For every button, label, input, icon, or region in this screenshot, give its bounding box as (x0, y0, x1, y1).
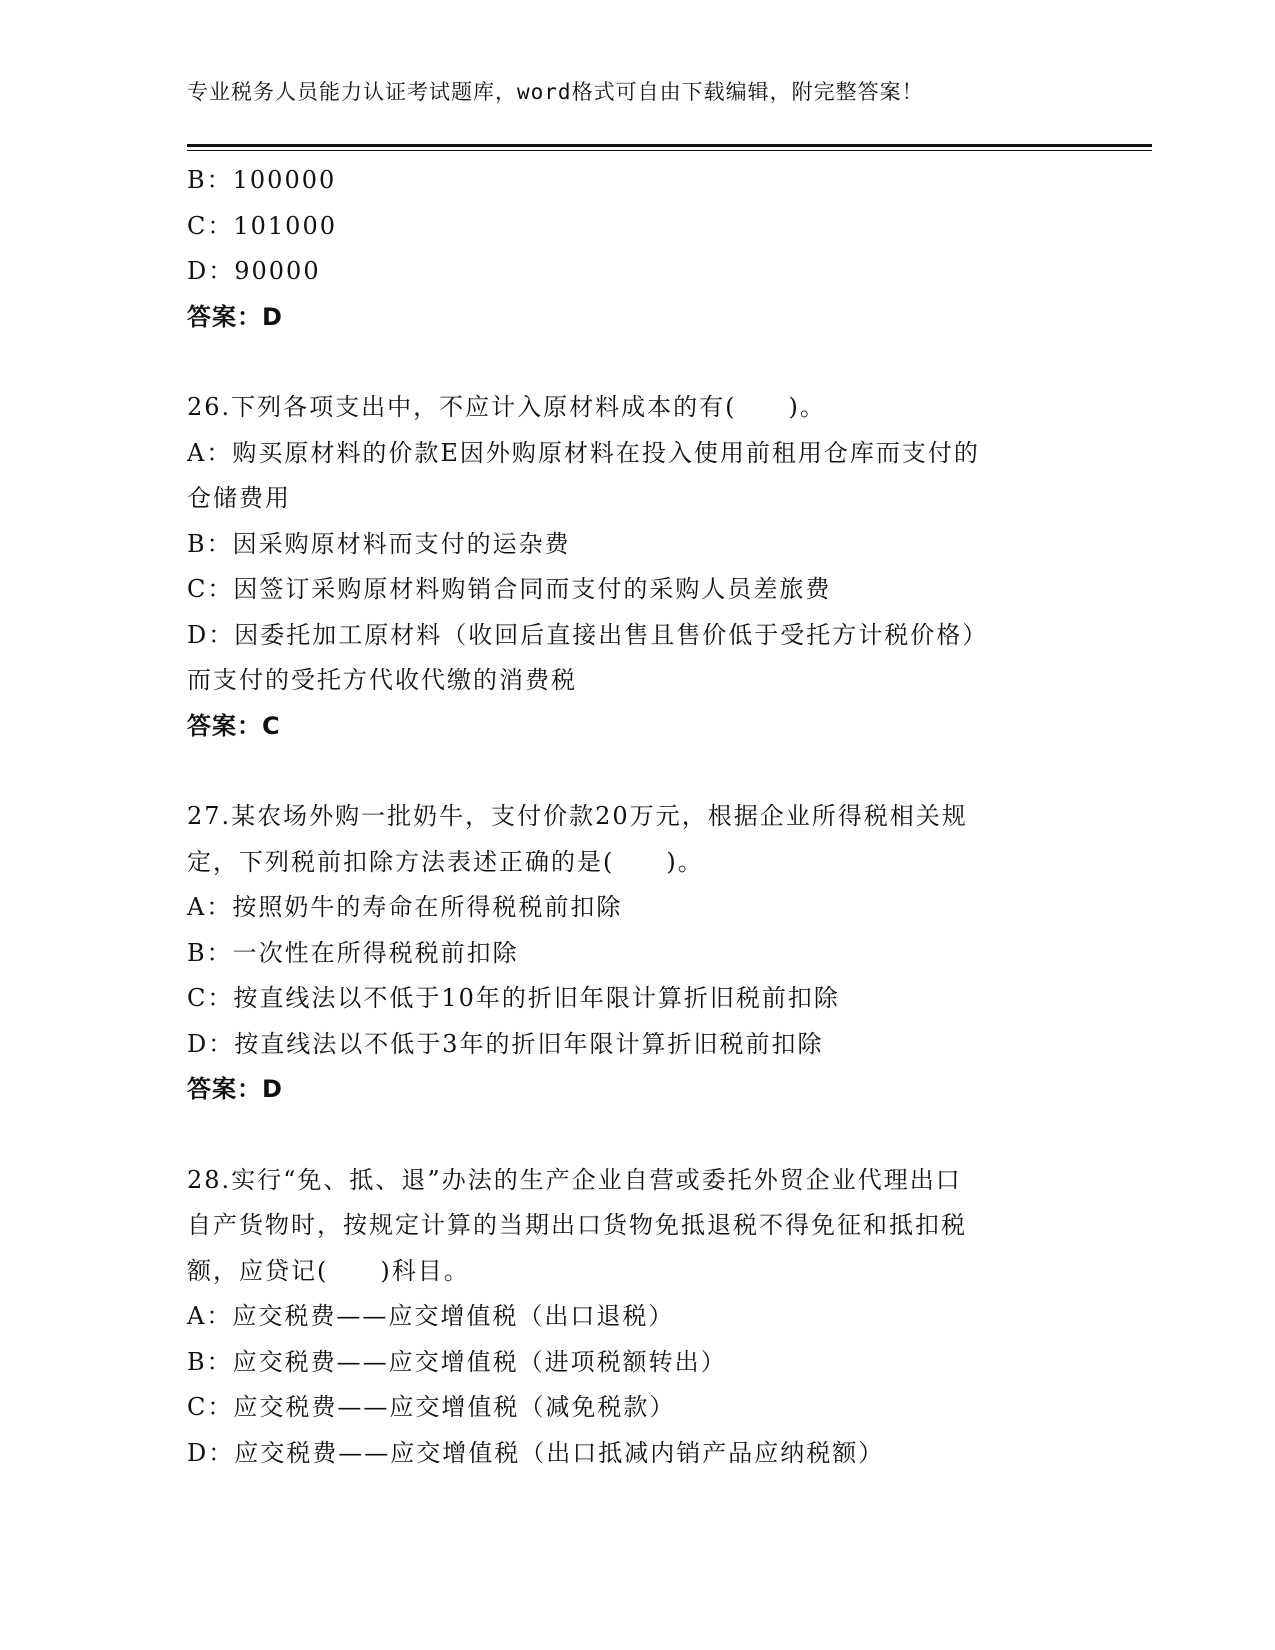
header-rule-thick (187, 144, 1152, 147)
option-d: D：因委托加工原材料（收回后直接出售且售价低于受托方计税价格） (187, 620, 989, 649)
option-a: A：购买原材料的价款E因外购原材料在投入使用前租用仓库而支付的 (187, 438, 980, 467)
question-gap (187, 1113, 1087, 1158)
answer-line: 答案：C (187, 711, 281, 740)
question-stem: 28.实行“免、抵、退”办法的生产企业自营或委托外贸企业代理出口 (187, 1165, 962, 1194)
question-stem: 27.某农场外购一批奶牛，支付价款20万元，根据企业所得税相关规 (187, 802, 968, 830)
option-c: C：101000 (187, 211, 337, 240)
question-gap (187, 340, 1087, 385)
question-26 (187, 385, 1087, 749)
page-header: 专业税务人员能力认证考试题库，word格式可自由下载编辑，附完整答案！ (187, 80, 924, 104)
question-content (187, 158, 1087, 1476)
option-b: B：100000 (187, 166, 337, 194)
question-25-tail (187, 158, 1087, 340)
header-rule-thin (187, 150, 1152, 151)
option-d: D：90000 (187, 257, 321, 285)
option-c: C：应交税费——应交增值税（减免税款） (187, 1393, 676, 1421)
option-b: B：一次性在所得税税前扣除 (187, 938, 519, 967)
question-28 (187, 1158, 1087, 1477)
question-gap (187, 749, 1087, 794)
option-d: D：应交税费——应交增值税（出口抵减内销产品应纳税额） (187, 1438, 885, 1467)
answer-line: 答案：D (187, 1075, 283, 1103)
option-c: C：按直线法以不低于10年的折旧年限计算折旧税前扣除 (187, 984, 840, 1012)
question-stem-continued: 自产货物时，按规定计算的当期出口货物免抵退税不得免征和抵扣税 (187, 1211, 967, 1239)
answer-line: 答案：D (187, 302, 283, 331)
option-a: A：应交税费——应交增值税（出口退税） (187, 1302, 675, 1330)
question-stem: 26.下列各项支出中，不应计入原材料成本的有( )。 (187, 393, 826, 421)
question-stem-continued: 定，下列税前扣除方法表述正确的是( )。 (187, 847, 704, 876)
option-d-continued: 而支付的受托方代收代缴的消费税 (187, 666, 577, 694)
option-a-continued: 仓储费用 (187, 484, 291, 512)
option-b: B：因采购原材料而支付的运杂费 (187, 529, 571, 558)
option-a: A：按照奶牛的寿命在所得税税前扣除 (187, 893, 623, 921)
option-b: B：应交税费——应交增值税（进项税额转出） (187, 1347, 727, 1376)
question-stem-continued: 额，应贷记( )科目。 (187, 1256, 470, 1285)
option-d: D：按直线法以不低于3年的折旧年限计算折旧税前扣除 (187, 1029, 824, 1058)
option-c: C：因签订采购原材料购销合同而支付的采购人员差旅费 (187, 575, 832, 603)
question-27 (187, 794, 1087, 1113)
